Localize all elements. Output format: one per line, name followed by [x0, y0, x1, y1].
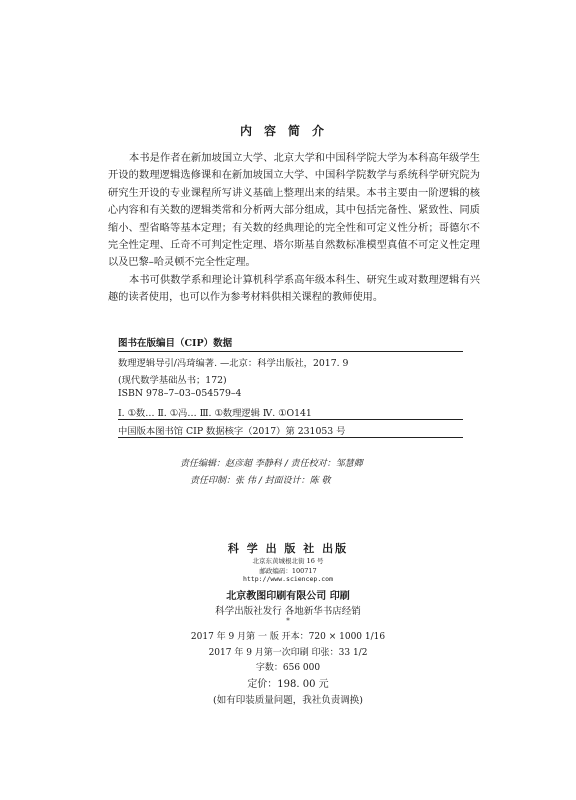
- cip-heading: 图书在版编目（CIP）数据: [118, 338, 233, 349]
- publisher-website: http://www.sciencep.com: [242, 575, 333, 583]
- cip-line-classification: Ⅰ. ①数… Ⅱ. ①冯… Ⅲ. ①数理逻辑 Ⅳ. ①O141: [118, 408, 312, 419]
- cip-line-isbn: ISBN 978–7–03–054579–4: [118, 388, 242, 399]
- word-count: 字数：656 000: [255, 663, 321, 673]
- distribution-line: 科学出版社发行 各地新华书店经销: [215, 606, 361, 617]
- separator-star: *: [286, 617, 290, 625]
- cip-line-record-number: 中国版本图书馆 CIP 数据核字（2017）第 231053 号: [118, 426, 346, 437]
- quality-notice: (如有印装质量问题，我社负责调换): [213, 695, 363, 706]
- edition-format-line: 2017 年 9 月第 一 版 开本：720 × 1000 1/16: [190, 632, 386, 642]
- printer-name: 北京教图印刷有限公司 印刷: [226, 591, 350, 602]
- cip-rule-bottom: [118, 437, 463, 438]
- abstract-title: 内容简介: [239, 124, 336, 138]
- abstract-paragraph-1: 本书是作者在新加坡国立大学、北京大学和中国科学院大学为本科高年级学生开设的数理逻辑选修课和在新加坡国立大学、中国科学院数学与系统科学研究院为研究生开设的专业课程所写讲义基础上整理出来的结果。本书主要由一阶逻辑的核心内容和有关数的逻辑类常和分析两大部分组成，其中包括完备性、紧致性、同质缩小、型省略等基本定理；有关数的经典理论的完全性和可定义性分析；哥德尔不完全性定理、丘奇不可判定性定理、塔尔斯基自然数标准模型真值不可定义性定理以及巴黎–哈灵顿不完全性定理。: [108, 153, 480, 269]
- cip-rule-middle: [118, 419, 463, 420]
- publisher-postcode: 邮政编码：100717: [259, 567, 317, 575]
- publisher-address: 北京东黄城根北街 16 号: [252, 557, 324, 565]
- staff-production-line: 责任印制：张 伟 / 封面设计：陈 敬: [190, 476, 331, 486]
- abstract-paragraph-2: 本书可供数学系和理论计算机科学系高年级本科生、研究生或对数理逻辑有兴趣的读者使用，也可以作为参考材料供相关课程的教师使用。: [108, 275, 480, 304]
- printing-sheets-line: 2017 年 9 月第一次印刷 印张：33 1/2: [208, 648, 368, 658]
- price: 定价：198. 00 元: [247, 679, 329, 690]
- cip-rule-top: [118, 351, 463, 352]
- publisher-name: 科 学 出 版 社 出版: [227, 542, 349, 555]
- cip-line-series: (现代数学基础丛书；172): [118, 375, 227, 386]
- staff-editors-line: 责任编辑：赵彦超 李静科 / 责任校对：邹慧卿: [180, 459, 363, 469]
- cip-line-title: 数理逻辑导引/冯琦编著. —北京：科学出版社，2017. 9: [118, 358, 349, 369]
